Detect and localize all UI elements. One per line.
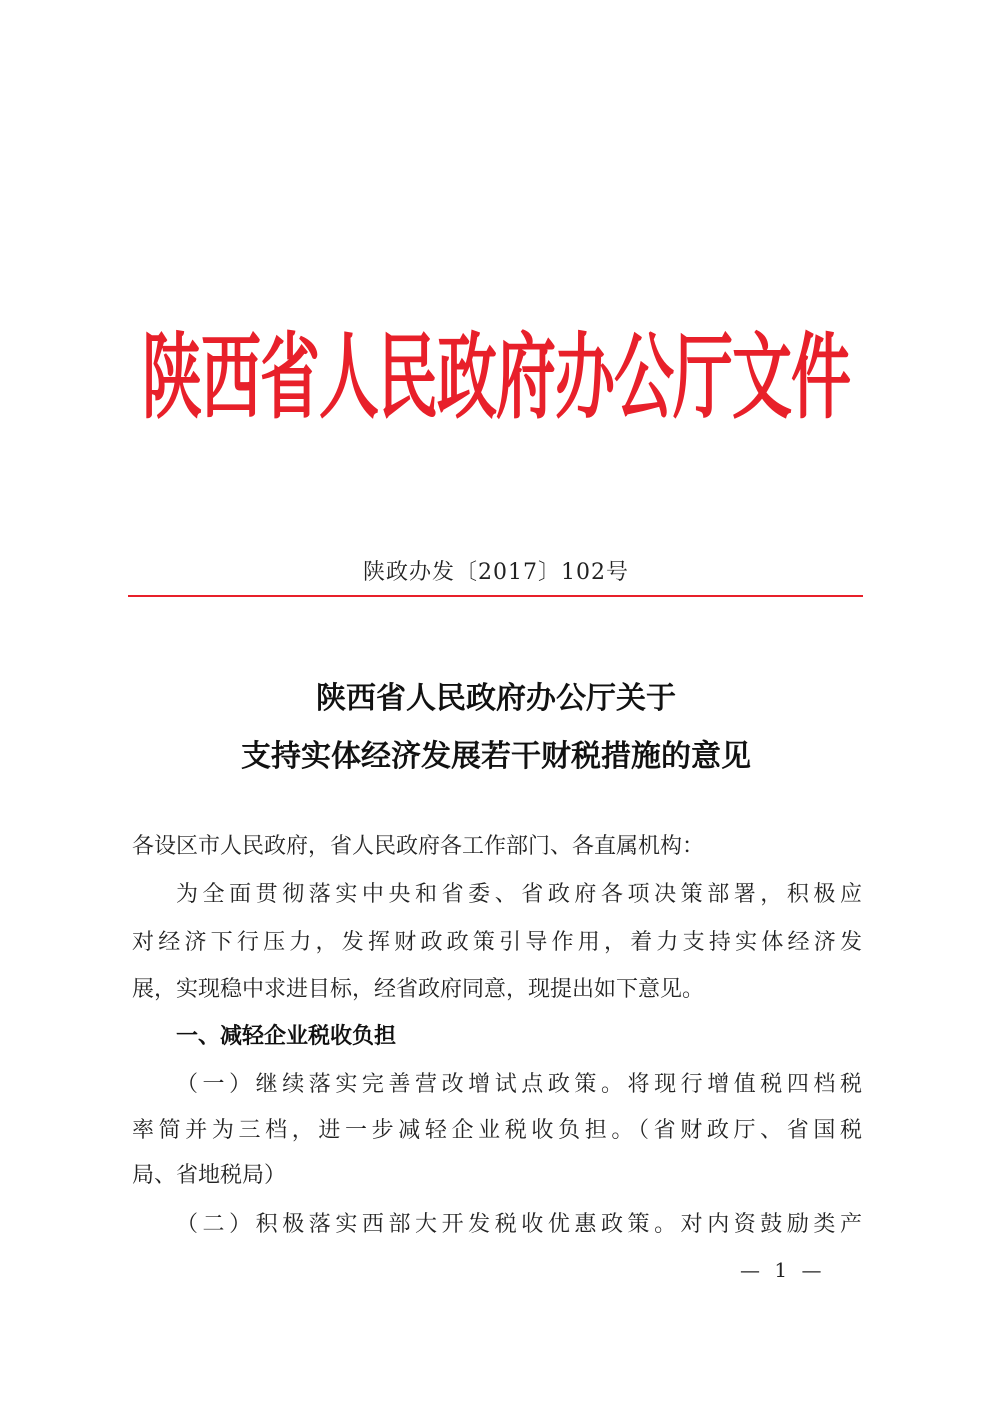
document-title-line-2: 支持实体经济发展若干财税措施的意见	[241, 739, 751, 774]
page-number: — 1 —	[740, 1258, 826, 1282]
item-2-line-1: （二）积极落实西部大开发税收优惠政策。对内资鼓励类产	[176, 1212, 862, 1237]
intro-line-2: 对经济下行压力，发挥财政政策引导作用，着力支持实体经济发	[132, 930, 862, 955]
intro-line-1: 为全面贯彻落实中央和省委、省政府各项决策部署，积极应	[176, 882, 862, 907]
document-number: 陕政办发〔2017〕102号	[363, 560, 629, 585]
item-1-line-3: 局、省地税局）	[132, 1163, 287, 1188]
section-1-heading: 一、减轻企业税收负担	[176, 1024, 397, 1049]
item-1-line-1: （一）继续落实完善营改增试点政策。将现行增值税四档税	[176, 1072, 862, 1097]
item-1-line-2: 率简并为三档，进一步减轻企业税收负担。（省财政厅、省国税	[132, 1118, 862, 1143]
issuer-header: 陕西省人民政府办公厅文件	[142, 324, 850, 433]
document-title-line-1: 陕西省人民政府办公厅关于	[316, 681, 676, 716]
intro-line-3: 展，实现稳中求进目标，经省政府同意，现提出如下意见。	[132, 977, 705, 1002]
red-divider	[128, 595, 863, 597]
addressee: 各设区市人民政府，省人民政府各工作部门、各直属机构：	[132, 834, 705, 859]
